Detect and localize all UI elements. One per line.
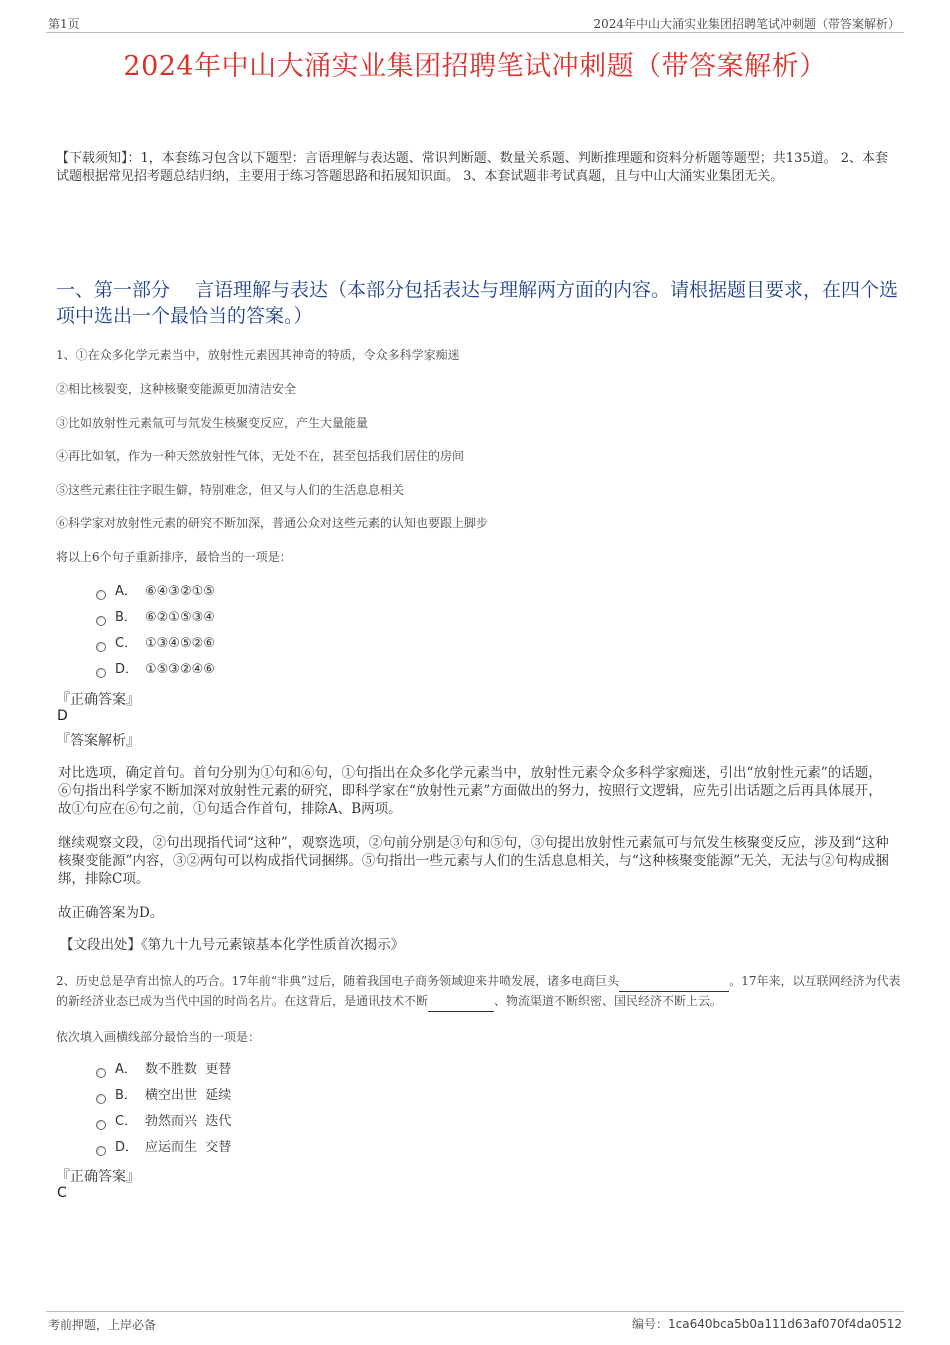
q1-sentence-1: 1、①在众多化学元素当中，放射性元素因其神奇的特质，令众多科学家痴迷 bbox=[56, 348, 460, 362]
q1-sentence-2: ②相比核裂变，这种核聚变能源更加清洁安全 bbox=[56, 382, 297, 396]
q1-option-d[interactable]: D． ①⑤③②④⑥ bbox=[96, 660, 215, 680]
q2-answer: C bbox=[57, 1185, 67, 1201]
q1-answer: D bbox=[57, 708, 68, 724]
document-title: 2024年中山大涌实业集团招聘笔试冲刺题（带答案解析） bbox=[123, 51, 827, 82]
radio-icon[interactable] bbox=[96, 616, 106, 626]
q1-analysis-label: 『答案解析』 bbox=[56, 733, 140, 749]
q2-prompt: 依次填入画横线部分最恰当的一项是： bbox=[56, 1030, 261, 1044]
q1-sentence-5: ⑤这些元素往往字眼生僻，特别难念，但又与人们的生活息息相关 bbox=[56, 483, 405, 497]
blank-1 bbox=[619, 972, 729, 992]
footer-code: 编号：1ca640bca5b0a111d63af070f4da0512 bbox=[632, 1317, 902, 1331]
q1-sentence-3: ③比如放射性元素氚可与氘发生核聚变反应，产生大量能量 bbox=[56, 416, 369, 430]
radio-icon[interactable] bbox=[96, 1146, 106, 1156]
q2-option-c[interactable]: C． 勃然而兴 迭代 bbox=[96, 1112, 231, 1132]
q1-source: 【文段出处】《第九十九号元素锿基本化学性质首次揭示》 bbox=[60, 937, 405, 953]
q1-option-b[interactable]: B． ⑥②①⑤③④ bbox=[96, 608, 215, 628]
q1-prompt: 将以上6个句子重新排序，最恰当的一项是： bbox=[56, 550, 292, 564]
q2-option-b[interactable]: B． 横空出世 延续 bbox=[96, 1086, 231, 1106]
footer-slogan: 考前押题，上岸必备 bbox=[48, 1318, 157, 1332]
q2-stem: 2、历史总是孕育出惊人的巧合。17年前“非典”过后，随着我国电子商务领域迎来井喷发展，诸多电商巨头 。17年来，以互联网经济为代表的新经济业态已成为当代中国的时尚名片。在这背后，是通讯技术不断 、物流渠道不断织密、国民经济不断上云。 bbox=[56, 972, 901, 1012]
q1-analysis-para-2: 继续观察文段，②句出现指代词“这种”，观察选项，②句前分别是③句和⑤句，③句提出放射性元素氚可与氘发生核聚变反应，涉及到“这种核聚变能源”内容，③②两句可以构成指代词捆绑。⑤句指出一些元素与人们的生活息息相关，与“这种核聚变能源”无关，无法与②句构成捆绑，排除C项。 bbox=[58, 835, 889, 887]
radio-icon[interactable] bbox=[96, 642, 106, 652]
q2-option-a[interactable]: A． 数不胜数 更替 bbox=[96, 1060, 231, 1080]
q1-option-a[interactable]: A． ⑥④③②①⑤ bbox=[96, 582, 215, 602]
q1-answer-label: 『正确答案』 bbox=[56, 692, 140, 708]
page-footer bbox=[46, 1311, 904, 1332]
download-notice: 【下载须知】：1，本套练习包含以下题型：言语理解与表达题、常识判断题、数量关系题、判断推理题和资料分析题等题型；共135道。 2、本套试题根据常见招考题总结归纳，主要用于练习答题思路和拓展知识面。 3、本套试题非考试真题，且与中山大涌实业集团无关。 bbox=[56, 151, 888, 184]
radio-icon[interactable] bbox=[96, 590, 106, 600]
q2-answer-label: 『正确答案』 bbox=[56, 1169, 140, 1185]
header-doc-title: 2024年中山大涌实业集团招聘笔试冲刺题（带答案解析） bbox=[593, 17, 900, 31]
q2-option-d[interactable]: D． 应运而生 交替 bbox=[96, 1138, 231, 1158]
radio-icon[interactable] bbox=[96, 1068, 106, 1078]
radio-icon[interactable] bbox=[96, 1120, 106, 1130]
q1-sentence-6: ⑥科学家对放射性元素的研究不断加深，普通公众对这些元素的认知也要跟上脚步 bbox=[56, 516, 489, 530]
page-header bbox=[46, 12, 904, 33]
page-number: 第1页 bbox=[48, 17, 80, 31]
q1-analysis-para-1: 对比选项，确定首句。首句分别为①句和⑥句，①句指出在众多化学元素当中，放射性元素令众多科学家痴迷，引出“放射性元素”的话题，⑥句指出科学家不断加深对放射性元素的研究，即科学家在“放射性元素”方面做出的努力，按照行文逻辑，应先引出话题之后再具体展开，故①句应在⑥句之前，①句适合作首句，排除A、B两项。 bbox=[58, 765, 882, 817]
radio-icon[interactable] bbox=[96, 1094, 106, 1104]
q1-sentence-4: ④再比如氡，作为一种天然放射性气体，无处不在，甚至包括我们居住的房间 bbox=[56, 449, 465, 463]
q1-option-c[interactable]: C． ①③④⑤②⑥ bbox=[96, 634, 215, 654]
radio-icon[interactable] bbox=[96, 668, 106, 678]
blank-2 bbox=[428, 992, 494, 1012]
q1-analysis-para-3: 故正确答案为D。 bbox=[58, 905, 164, 921]
section-title: 一、第一部分 言语理解与表达（本部分包括表达与理解两方面的内容。请根据题目要求，在四个选项中选出一个最恰当的答案。） bbox=[56, 279, 899, 327]
